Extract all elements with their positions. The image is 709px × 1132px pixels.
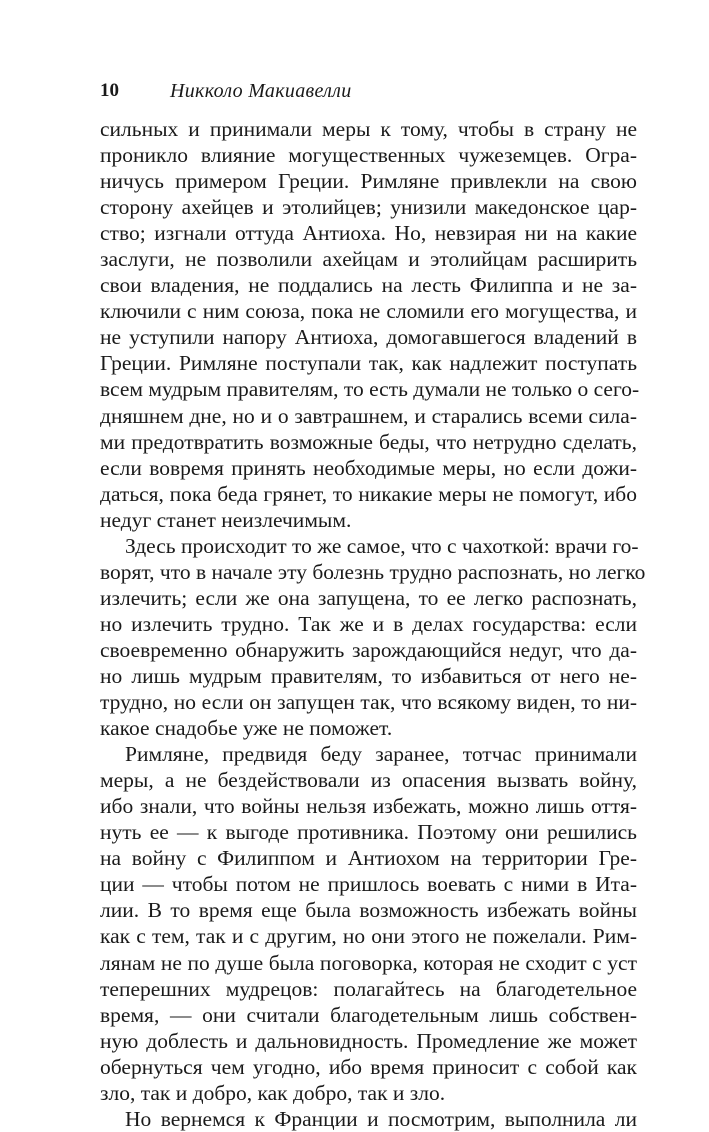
paragraph: [100, 1106, 637, 1132]
paragraph: [100, 116, 640, 533]
text-line: сильных и принимали меры к тому, чтобы в страну не: [100, 117, 637, 141]
text-line: время, — они считали благодетельным лишь собствен-: [100, 1002, 637, 1027]
text-line: зло, так и добро, как добро, так и зло.: [100, 1080, 446, 1105]
text-line: какое снадобье уже не поможет.: [100, 716, 393, 741]
text-line: но лишь мудрым правителям, то избавиться от него не-: [100, 663, 637, 688]
page-number: 10: [100, 80, 119, 101]
text-line: излечить; если же она запущена, то ее легко распознать,: [100, 585, 637, 610]
text-line: дняшнем дне, но и о завтрашнем, и старались всеми сила-: [100, 403, 637, 428]
text-line: ство; изгнали оттуда Антиоха. Но, невзирая ни на какие: [100, 221, 637, 246]
text-line: трудно, но если он запущен так, что всякому виден, то ни-: [100, 690, 637, 715]
text-line: Здесь происходит то же самое, что с чахоткой: врачи го-: [125, 533, 639, 558]
text-line: на войну с Филиппом и Антиохом на территории Гре-: [100, 846, 637, 871]
text-line: лянам не по душе была поговорка, которая не сходит с уст: [100, 950, 637, 975]
text-line: ми предотвратить возможные беды, что нетрудно сделать,: [100, 429, 637, 454]
text-line: меры, а не бездействовали из опасения вызвать войну,: [100, 768, 637, 793]
text-line: Греции. Римляне поступали так, как надлежит поступать: [100, 351, 637, 376]
text-line: нуть ее — к выгоде противника. Поэтому они решились: [100, 820, 637, 845]
running-title: Никколо Макиавелли: [170, 80, 352, 102]
text-line: обернуться чем угодно, ибо время приносит с собой как: [100, 1054, 637, 1079]
text-line: лии. В то время еще была возможность избежать войны: [100, 898, 637, 923]
text-line: как с тем, так и с другим, но они этого не пожелали. Рим-: [100, 924, 637, 949]
text-line: Но вернемся к Франции и посмотрим, выполнила ли: [125, 1106, 637, 1131]
text-line: ничусь примером Греции. Римляне привлекли на свою: [100, 169, 637, 194]
text-line: ворят, что в начале эту болезнь трудно распознать, но легко: [100, 559, 646, 584]
text-line: свои владения, не поддались на лесть Филиппа и не за-: [100, 273, 637, 298]
text-line: но излечить трудно. Так же и в делах государства: если: [100, 611, 637, 636]
text-line: проникло влияние могущественных чужеземцев. Огра-: [100, 143, 637, 168]
text-line: ную доблесть и дальновидность. Промедление же может: [100, 1028, 637, 1053]
text-line: заслуги, не позволили ахейцам и этолийцам расширить: [100, 247, 637, 272]
body-text: [100, 116, 646, 1132]
text-line: ции — чтобы потом не пришлось воевать с ними в Ита-: [100, 872, 637, 897]
text-line: теперешних мудрецов: полагайтесь на благодетельное: [100, 976, 637, 1001]
text-line: всем мудрым правителям, то есть думали не только о сего-: [100, 377, 640, 402]
paragraph: [100, 533, 646, 741]
text-line: Римляне, предвидя беду заранее, тотчас принимали: [125, 742, 637, 767]
text-line: если вовремя принять необходимые меры, но если дожи-: [100, 455, 637, 480]
text-line: сторону ахейцев и этолийцев; унизили македонское цар-: [100, 195, 637, 220]
text-line: не уступили напору Антиоха, домогавшегося владений в: [100, 325, 637, 350]
running-header: [100, 80, 637, 106]
text-line: недуг станет неизлечимым.: [100, 507, 352, 532]
paragraph: [100, 741, 637, 1106]
text-line: даться, пока беда грянет, то никакие меры не помогут, ибо: [100, 481, 637, 506]
text-line: своевременно обнаружить зарождающийся недуг, что да-: [100, 637, 637, 662]
text-line: ибо знали, что войны нельзя избежать, можно лишь оття-: [100, 794, 637, 819]
text-line: ключили с ним союза, пока не сломили его могущества, и: [100, 299, 637, 324]
